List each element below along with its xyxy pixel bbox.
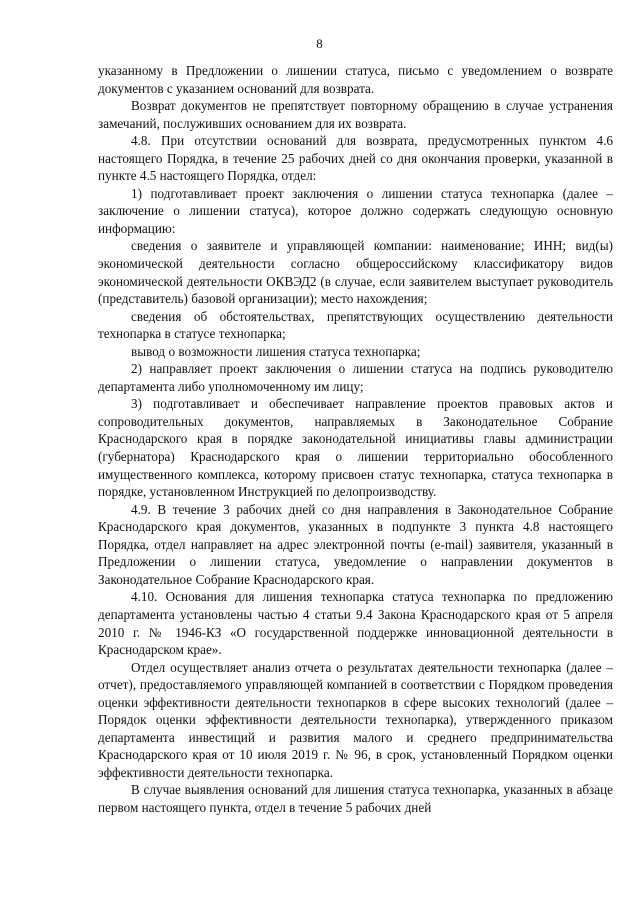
paragraph: указанному в Предложении о лишении статуса, письмо с уведомлением о возврате документов с указанием оснований для возврата. [98, 63, 613, 96]
paragraph: 1) подготавливает проект заключения о лишении статуса технопарка (далее – заключение о лишении статуса), которое должно содержать следующую основную информацию: [98, 185, 613, 236]
paragraph: 3) подготавливает и обеспечивает направление проектов правовых актов и сопроводительных документов, направляемых в Законодательное Собрание Краснодарского края в порядке законодательной инициативы главы администрации (губернатора) Краснодарского края о лишении территориально обособленного имущественного комплекса, которому присвоен статус технопарка, статуса технопарка в порядке, установленном Инструкцией по делопроизводству. [98, 396, 613, 500]
paragraph: сведения об обстоятельствах, препятствующих осуществлению деятельности технопарка в статусе технопарка; [98, 308, 613, 342]
paragraph: вывод о возможности лишения статуса технопарка; [131, 343, 421, 359]
paragraph: 4.10. Основания для лишения технопарка статуса технопарка по предложению департамента установлены частью 4 статьи 9.4 Закона Краснодарского края от 5 апреля 2010 г. № 1946-КЗ «О государственной поддержке инновационной деятельности в Краснодарском крае». [98, 589, 613, 658]
paragraph: Возврат документов не препятствует повторному обращению в случае устранения замечаний, послуживших основанием для их возврата. [98, 98, 613, 131]
paragraph: Отдел осуществляет анализ отчета о результатах деятельности технопарка (далее – отчет), предоставляемого управляющей компанией в соответствии с Порядком проведения оценки эффективности деятельности технопарков в сфере высоких технологий (далее – Порядок оценки эффективности деятельности технопарка), утвержденного приказом департамента инвестиций и развития малого и среднего предпринимательства Краснодарского края от 10 июля 2019 г. № 96, в срок, установленный Порядком оценки эффективности деятельности технопарка. [98, 659, 613, 780]
paragraph: 4.8. При отсутствии оснований для возврата, предусмотренных пунктом 4.6 настоящего Порядка, в течение 25 рабочих дней со дня окончания проверки, указанной в пункте 4.5 настоящего Порядка, отдел: [98, 133, 613, 184]
paragraph: В случае выявления оснований для лишения статуса технопарка, указанных в абзаце первом настоящего пункта, отдел в течение 5 рабочих дней [98, 782, 613, 815]
paragraph: сведения о заявителе и управляющей компании: наименование; ИНН; вид(ы) экономической деятельности согласно общероссийскому классификатору видов экономической деятельности ОКВЭД2 (в случае, если заявителем выступает руководитель (представитель) базовой организации); место нахождения; [98, 238, 613, 307]
paragraph: 2) направляет проект заключения о лишении статуса на подпись руководителю департамента либо уполномоченному им лицу; [98, 361, 613, 394]
page-number: 8 [316, 36, 323, 51]
document-body [98, 62, 613, 817]
paragraph: 4.9. В течение 3 рабочих дней со дня направления в Законодательное Собрание Краснодарского края документов, указанных в подпункте 3 пункта 4.8 настоящего Порядка, отдел направляет на адрес электронной почты (e-mail) заявителя, указанный в Предложении о лишении статуса, уведомление о направлении документов в Законодательное Собрание Краснодарского края. [98, 501, 613, 587]
